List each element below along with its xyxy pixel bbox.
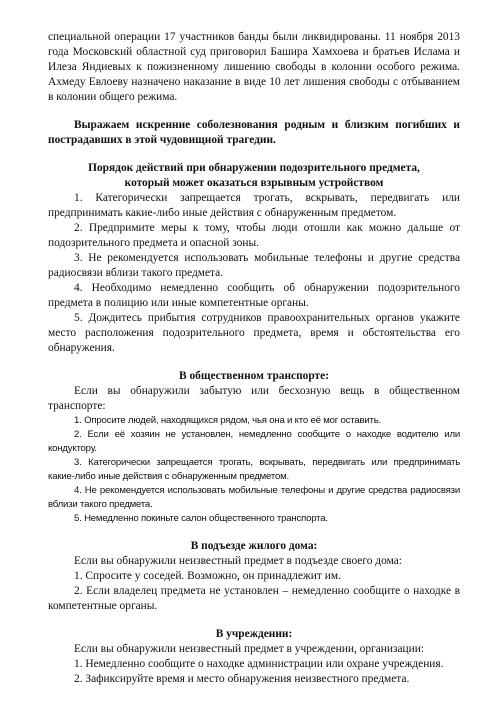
entrance-item-1: 1. Спросите у соседей. Возможно, он принадлежит им. [74, 570, 341, 582]
transport-item-3: 3. Категорически запрещается трогать, вскрывать, передвигать или предпринимать какие-либо иные действия с обнаруженным предметом. [48, 457, 460, 482]
entrance-lead: Если вы обнаружили неизвестный предмет в подъезде своего дома: [74, 555, 402, 567]
transport-item-5: 5. Немедленно покиньте салон общественного транспорта. [74, 513, 328, 524]
entrance-title: В подъезде жилого дома: [190, 540, 318, 552]
entrance-item-2: 2. Если владелец предмета не установлен – немедленно сообщите о находке в компетентные органы. [48, 585, 460, 612]
procedure-item-2: 2. Предпримите меры к тому, чтобы люди отошли как можно дальше от подозрительного предмета и опасной зоны. [48, 222, 460, 249]
procedure-item-4: 4. Необходимо немедленно сообщить об обнаружении подозрительного предмета в полицию или иные компетентные органы. [48, 282, 460, 309]
condolence-paragraph: Выражаем искренние соболезнования родным и близким погибших и пострадавших в этой чудовищной трагедии. [48, 119, 460, 146]
institution-item-2: 2. Зафиксируйте время и место обнаружения неизвестного предмета. [74, 673, 410, 685]
procedure-title-line1: Порядок действий при обнаружении подозрительного предмета, [88, 162, 420, 174]
procedure-title-line2: который может оказаться взрывным устройством [124, 177, 384, 189]
procedure-item-1: 1. Категорически запрещается трогать, вскрывать, передвигать или предпринимать какие-либо иные действия с обнаруженным предметом. [48, 192, 460, 219]
transport-item-1: 1. Опросите людей, находящихся рядом, чья она и кто её мог оставить. [74, 415, 381, 426]
institution-item-1: 1. Немедленно сообщите о находке администрации или охране учреждения. [74, 658, 444, 670]
procedure-item-5: 5. Дождитесь прибытия сотрудников правоохранительных органов укажите место расположения подозрительного предмета, время и обстоятельства его обнаружения. [48, 312, 460, 354]
intro-paragraph: специальной операции 17 участников банды были ликвидированы. 11 ноября 2013 года Московский областной суд приговорил Башира Хамхоева и братьев Ислама и Илеза Яндиевых к пожизненному лишению свободы в колонии особого режима. Ахмеду Евлоеву назначено наказание в виде 10 лет лишения свободы с отбыванием в колонии общего режима. [48, 31, 460, 103]
procedure-item-3: 3. Не рекомендуется использовать мобильные телефоны и другие средства радиосвязи вблизи такого предмета. [48, 252, 460, 279]
transport-title: В общественном транспорте: [179, 370, 329, 382]
institution-lead: Если вы обнаружили неизвестный предмет в учреждении, организации: [74, 643, 424, 655]
transport-item-2: 2. Если её хозяин не установлен, немедленно сообщите о находке водителю или кондуктору. [48, 429, 460, 454]
transport-lead: Если вы обнаружили забытую или бесхозную вещь в общественном транспорте: [48, 385, 460, 412]
transport-item-4: 4. Не рекомендуется использовать мобильные телефоны и другие средства радиосвязи вблизи такого предмета. [48, 485, 460, 510]
institution-title: В учреждении: [215, 628, 293, 640]
